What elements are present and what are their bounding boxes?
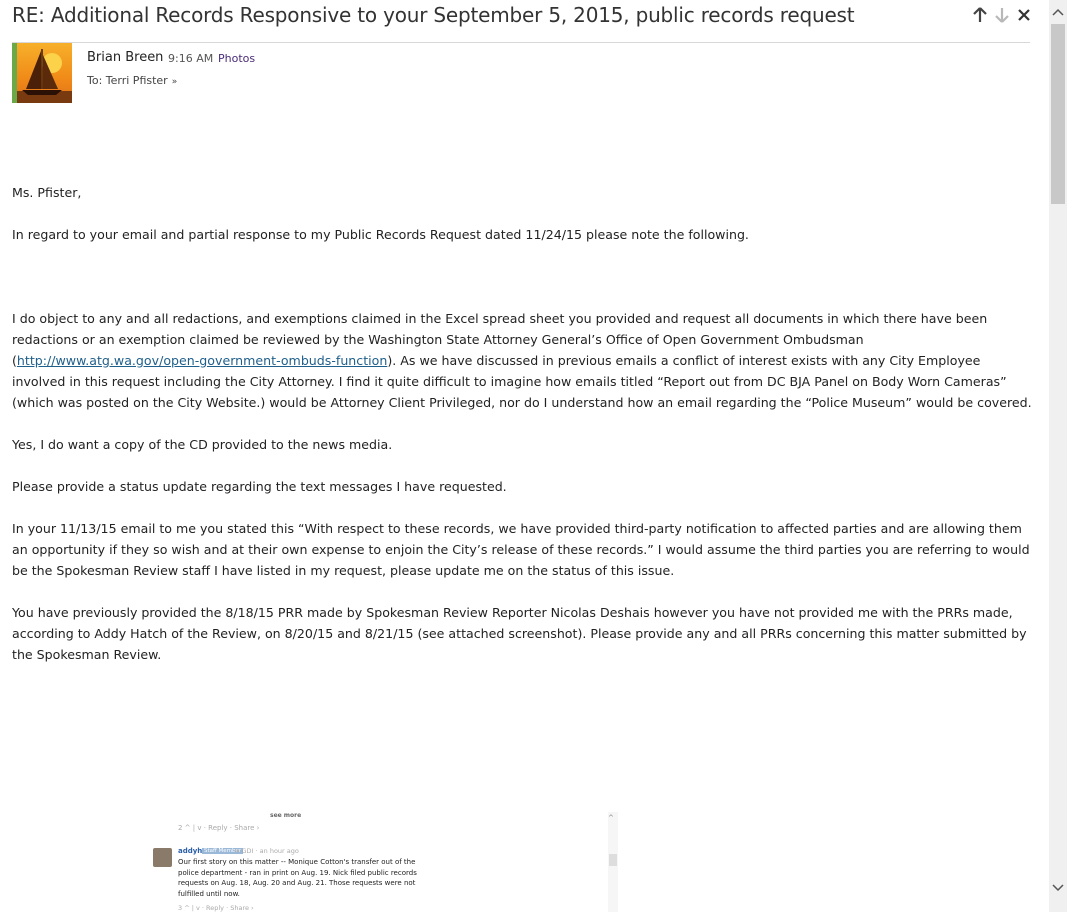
ombudsman-link[interactable]: http://www.atg.wa.gov/open-government-ombuds-function [16, 353, 388, 368]
chevron-down-icon [1052, 884, 1064, 892]
comment-text: Our first story on this matter -- Monique Cotton's transfer out of the police department - ran in print on Aug. 19. Nick filed public records requests on Aug. 18, Aug. 20 and Aug. 21. Those requests were not fulfilled until now. [178, 858, 417, 898]
sender-name[interactable]: Brian Breen [87, 50, 164, 65]
commenter-avatar [153, 848, 172, 867]
close-button[interactable] [1013, 4, 1035, 26]
objection-paragraph [12, 308, 1034, 413]
recipient-line [87, 74, 177, 87]
scroll-down-button[interactable] [1050, 880, 1066, 896]
arrow-up-icon [973, 7, 987, 23]
attached-screenshot [150, 808, 620, 912]
next-message-button[interactable] [991, 4, 1013, 26]
commenter-name: addyh [178, 847, 203, 855]
comment-actions-bottom: 3 ^ | v · Reply · Share › [178, 904, 254, 912]
recipient-text: To: Terri Pfister [87, 74, 168, 87]
header-divider [12, 42, 1030, 43]
scroll-up-button[interactable] [1050, 4, 1066, 20]
staff-badge: Staff Member [204, 848, 242, 854]
sailboat-sunset-image [12, 43, 72, 103]
expand-recipients-icon[interactable]: » [171, 77, 178, 87]
message-body [12, 182, 1034, 665]
prr-paragraph: You have previously provided the 8/18/15 PRR made by Spokesman Review Reporter Nicolas Deshais however you have not provided me with the PRRs made, according to Addy Hatch of the Review, on 8/20/15 and 8/21/15 (see attached screenshot). Please provide any and all PRRs concerning this matter submitted by the Spokesman Review. [12, 605, 1027, 662]
third-party-paragraph: In your 11/13/15 email to me you stated this “With respect to these records, we have provided third-party notification to affected parties and are allowing them an opportunity if they so wish and at their own expense to enjoin the City’s release of these records.” I would assume the third parties you are referring to would be the Spokesman Review staff I have listed in my request, please update me on the status of this issue. [12, 521, 1030, 578]
intro-paragraph: In regard to your email and partial response to my Public Records Request dated 11/24/15 please note the following. [12, 227, 749, 242]
previous-message-button[interactable] [969, 4, 991, 26]
objection-text-end: ). As we have discussed in previous emails a conflict of interest exists with any City Employee involved in this request including the City Attorney. I find it quite difficult to imagine how emails titled “Report out from DC BJA Panel on Body Worn Cameras” (which was posted on the City Website.) would be Attorney Client Privileged, nor do I understand how an email regarding the “Police Museum” would be covered. [12, 353, 1032, 410]
photos-link[interactable]: Photos [218, 52, 256, 65]
sender-avatar[interactable] [12, 43, 72, 103]
text-messages-paragraph: Please provide a status update regarding the text messages I have requested. [12, 479, 507, 494]
objection-text-start: I do object to any and all redactions, and exemptions claimed in the Excel spread sheet you provided and request all documents in which there have been redactions or an exemption claimed be reviewed by the Washington State Attorney General’s Office of Open Government Ombudsman ( [12, 311, 988, 368]
screenshot-scroll-up-icon: ^ [608, 814, 614, 822]
cd-copy-paragraph: Yes, I do want a copy of the CD provided to the news media. [12, 437, 393, 452]
see-more-label: see more [270, 812, 302, 819]
email-subject: RE: Additional Records Responsive to your September 5, 2015, public records request [12, 3, 855, 27]
greeting: Ms. Pfister, [12, 185, 82, 200]
close-icon [1018, 9, 1030, 21]
screenshot-scroll-thumb [609, 854, 617, 866]
scrollbar-thumb[interactable] [1051, 24, 1065, 204]
arrow-down-icon [995, 7, 1009, 23]
sent-time: 9:16 AM [168, 52, 214, 65]
comment-actions-top: 2 ^ | v · Reply · Share › [178, 824, 260, 832]
chevron-up-icon [1052, 8, 1064, 16]
comment-meta: ➜ GDI · an hour ago [234, 847, 299, 855]
